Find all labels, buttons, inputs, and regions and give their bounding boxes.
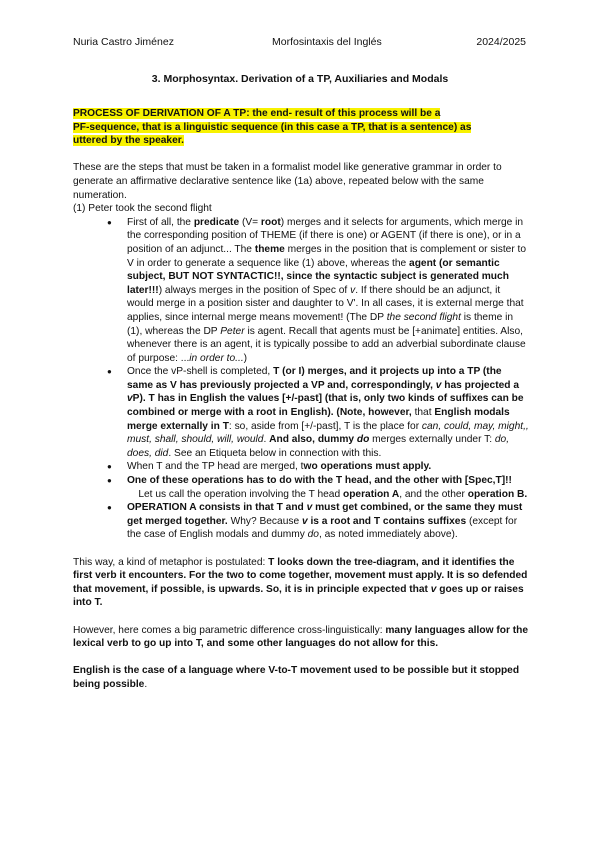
heading-line-3: uttered by the speaker.: [73, 135, 184, 147]
english-paragraph: English is the case of a language where V-to-T movement used to be possible but it stopped being possible.: [73, 665, 520, 690]
list-item: ● When T and the TP head are merged, two operations must apply.: [73, 460, 529, 474]
intro-paragraph: These are the steps that must be taken in a formalist model like generative grammar in order to generate an affirmative declarative sentence like (1a) above, repeated below with the same numeration.: [73, 162, 502, 201]
heading-line-2: PF-sequence, that is a linguistic sequence (in this case a TP, that is a sentence) as: [73, 121, 472, 133]
list-item: ● OPERATION A consists in that T and v must get combined, or the same they must get merged together. Why? Because v is a root and T contains suffixes (except for the case of English modals and dummy do, as noted immediately above).: [73, 501, 529, 542]
derivation-steps-list: [73, 216, 529, 542]
header-course: Morfosintaxis del Inglés: [272, 36, 382, 48]
metaphor-paragraph: This way, a kind of metaphor is postulated: T looks down the tree-diagram, and it identifies the first verb it encounters. For the two to come together, movement must apply. It is so defended that movement, if possible, is upwards. So, it is in principle expected that v goes up or raises into T.: [73, 556, 528, 609]
header-year: 2024/2025: [476, 36, 526, 48]
parametric-paragraph: However, here comes a big parametric difference cross-linguistically: many languages allow for the lexical verb to go up into T, and some other languages do not allow for this.: [73, 624, 529, 650]
highlighted-heading: [73, 107, 529, 148]
heading-line-1: PROCESS OF DERIVATION OF A TP: the end- result of this process will be a: [73, 108, 441, 119]
list-item: ● First of all, the predicate (V= root) merges and it selects for arguments, which merge in the corresponding position of THEME (if there is one) or AGENT (if there is one), or in a position of an adjunct... The theme merges in the position that is complement or sister to V in order to generate a sequence like (1) above, whereas the agent (or semantic subject, BUT NOT SYNTACTIC!!, since the syntactic subject is generated much later!!!) always merges in the position of Spec of v. If there should be an adjunct, it would merge in a position sister and daughter to V'. In all cases, it is external merge that applies, since internal merge means movement! (The DP the second flight is theme in (1), whereas the DP Peter is agent. Recall that agents must be [+animate] entities. Also, whenever there is an agent, it is typically possibe to add an adverbial subordinate clause of purpose: ...in order to...): [73, 216, 529, 366]
list-item: ● One of these operations has to do with the T head, and the other with [Spec,T]!!: [73, 474, 529, 488]
header-author: Nuria Castro Jiménez: [73, 36, 174, 48]
page-title: 3. Morphosyntax. Derivation of a TP, Auxiliaries and Modals: [151, 73, 449, 85]
list-item: ● Once the vP-shell is completed, T (or I) merges, and it projects up into a TP (the same as V has previously projected a VP and, correspondingly, v has projected a vP). T has in English the values [+/-past] (that is, only two kinds of suffixes can be combined or merge with a root in English). (Note, however, that English modals merge externally in T: so, aside from [+/-past], T is the place for can, could, may, might,, must, shall, should, will, would. And also, dummy do merges externally under T: do, does, did. See an Etiqueta below in connection with this.: [73, 365, 529, 460]
list-item: Let us call the operation involving the T head operation A, and the other operation B.: [138, 488, 528, 500]
document-body: [73, 107, 529, 692]
example-sentence: (1) Peter took the second flight: [73, 203, 212, 215]
